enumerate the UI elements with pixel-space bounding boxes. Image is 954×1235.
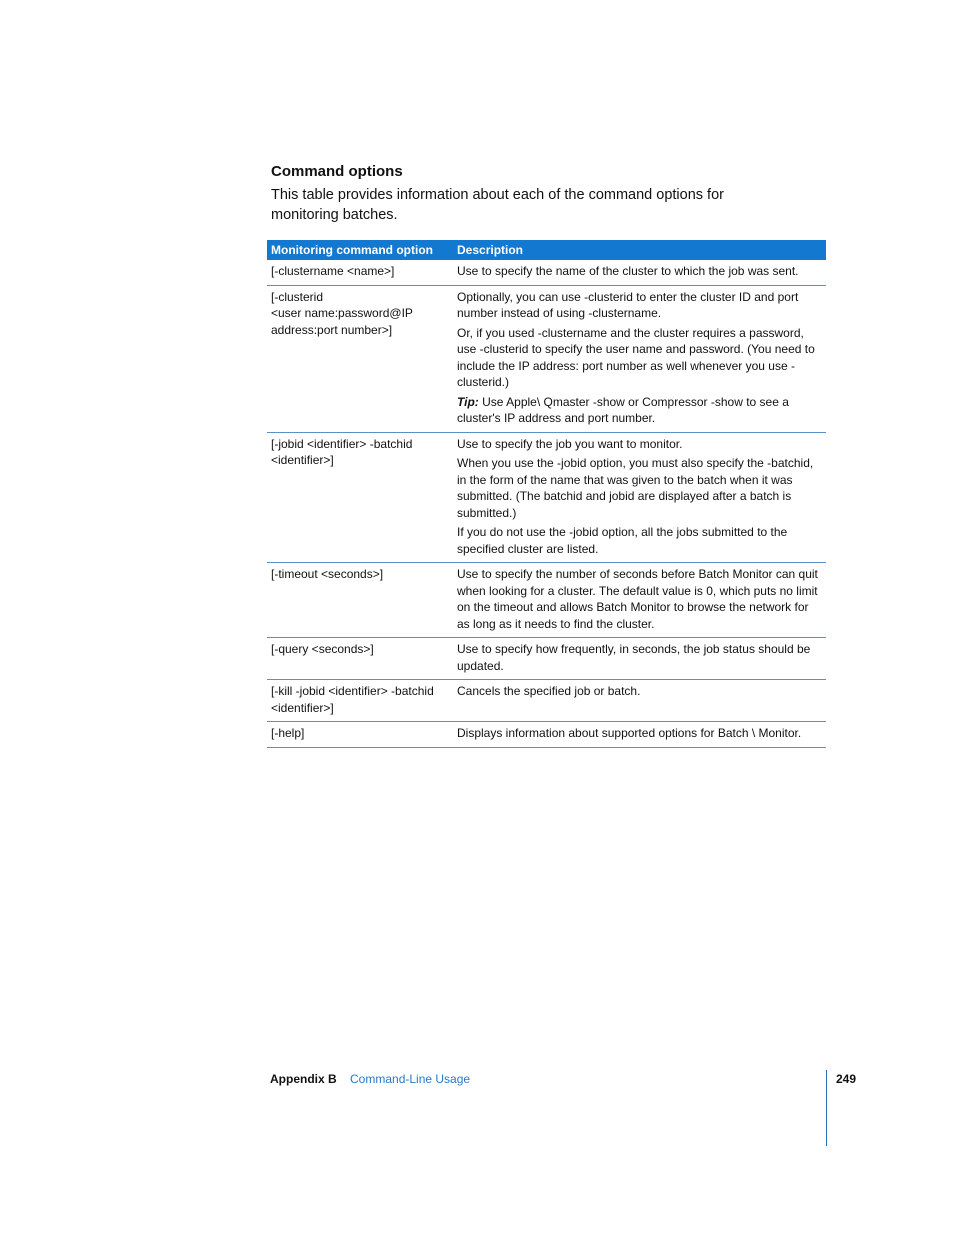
description-cell bbox=[450, 722, 826, 748]
description-cell bbox=[450, 260, 826, 285]
table-row bbox=[267, 638, 826, 680]
table-row bbox=[267, 722, 826, 748]
command-options-table bbox=[267, 240, 826, 748]
option-text: [-clusterid <user name:password@IP address:port number>] bbox=[271, 289, 413, 337]
section-intro: This table provides information about each of the command options for monitoring batches. bbox=[271, 187, 724, 223]
option-cell bbox=[267, 563, 450, 638]
description-paragraph: Or, if you used -clustername and the cluster requires a password, use -clusterid to specify the user name and password. (You need to include the IP address: port number as well whenever you use -clusterid.) bbox=[457, 325, 815, 389]
option-cell bbox=[267, 260, 450, 285]
description-paragraph: Optionally, you can use -clusterid to enter the cluster ID and port number instead of using -clustername. bbox=[457, 289, 799, 320]
description-paragraph: Displays information about supported options for Batch \ Monitor. bbox=[457, 726, 802, 740]
option-cell bbox=[267, 432, 450, 563]
description-cell bbox=[450, 432, 826, 563]
description-paragraph: When you use the -jobid option, you must also specify the -batchid, in the form of the name that was given to the batch when it was submitted. (The batchid and jobid are displayed after a batch is submitted.) bbox=[457, 456, 814, 520]
option-cell bbox=[267, 285, 450, 432]
table-row bbox=[267, 285, 826, 432]
footer-appendix: Appendix B bbox=[270, 1072, 337, 1086]
description-paragraph: Use to specify the name of the cluster to which the job was sent. bbox=[457, 264, 799, 278]
table-row bbox=[267, 563, 826, 638]
tip-paragraph bbox=[457, 394, 822, 427]
table-row bbox=[267, 260, 826, 285]
option-text: [-help] bbox=[271, 726, 305, 740]
option-cell bbox=[267, 638, 450, 680]
tip-text: Use Apple\ Qmaster -show or Compressor -show to see a cluster's IP address and port number. bbox=[457, 394, 789, 425]
option-text: [-kill -jobid <identifier> -batchid <identifier>] bbox=[271, 684, 434, 715]
option-text: [-query <seconds>] bbox=[271, 642, 374, 656]
header-description: Description bbox=[450, 240, 826, 260]
footer-chapter-link[interactable]: Command-Line Usage bbox=[350, 1072, 471, 1086]
description-cell bbox=[450, 285, 826, 432]
description-paragraph: Use to specify the job you want to monitor. bbox=[457, 436, 683, 451]
option-cell bbox=[267, 722, 450, 748]
header-option: Monitoring command option bbox=[267, 240, 450, 260]
footer-divider bbox=[826, 1070, 827, 1146]
option-text: [-clustername <name>] bbox=[271, 264, 395, 278]
table-header-row bbox=[267, 240, 826, 260]
description-cell bbox=[450, 680, 826, 722]
tip-label: Tip: bbox=[457, 394, 479, 409]
description-paragraph: Use to specify the number of seconds before Batch Monitor can quit when looking for a cluster. The default value is 0, which puts no limit on the timeout and allows Batch Monitor to browse the network for as long as it needs to find the cluster. bbox=[457, 567, 818, 631]
section-heading: Command options bbox=[271, 163, 403, 180]
description-cell bbox=[450, 563, 826, 638]
description-paragraph: Cancels the specified job or batch. bbox=[457, 684, 641, 698]
option-cell bbox=[267, 680, 450, 722]
table-row bbox=[267, 432, 826, 563]
page-footer bbox=[270, 1072, 470, 1086]
page-number: 249 bbox=[836, 1072, 857, 1086]
description-cell bbox=[450, 638, 826, 680]
table-row bbox=[267, 680, 826, 722]
description-paragraph: Use to specify how frequently, in seconds, the job status should be updated. bbox=[457, 642, 811, 673]
description-paragraph: If you do not use the -jobid option, all the jobs submitted to the specified cluster are listed. bbox=[457, 525, 788, 556]
option-text: [-jobid <identifier> -batchid <identifier>] bbox=[271, 436, 413, 467]
option-text: [-timeout <seconds>] bbox=[271, 567, 384, 581]
